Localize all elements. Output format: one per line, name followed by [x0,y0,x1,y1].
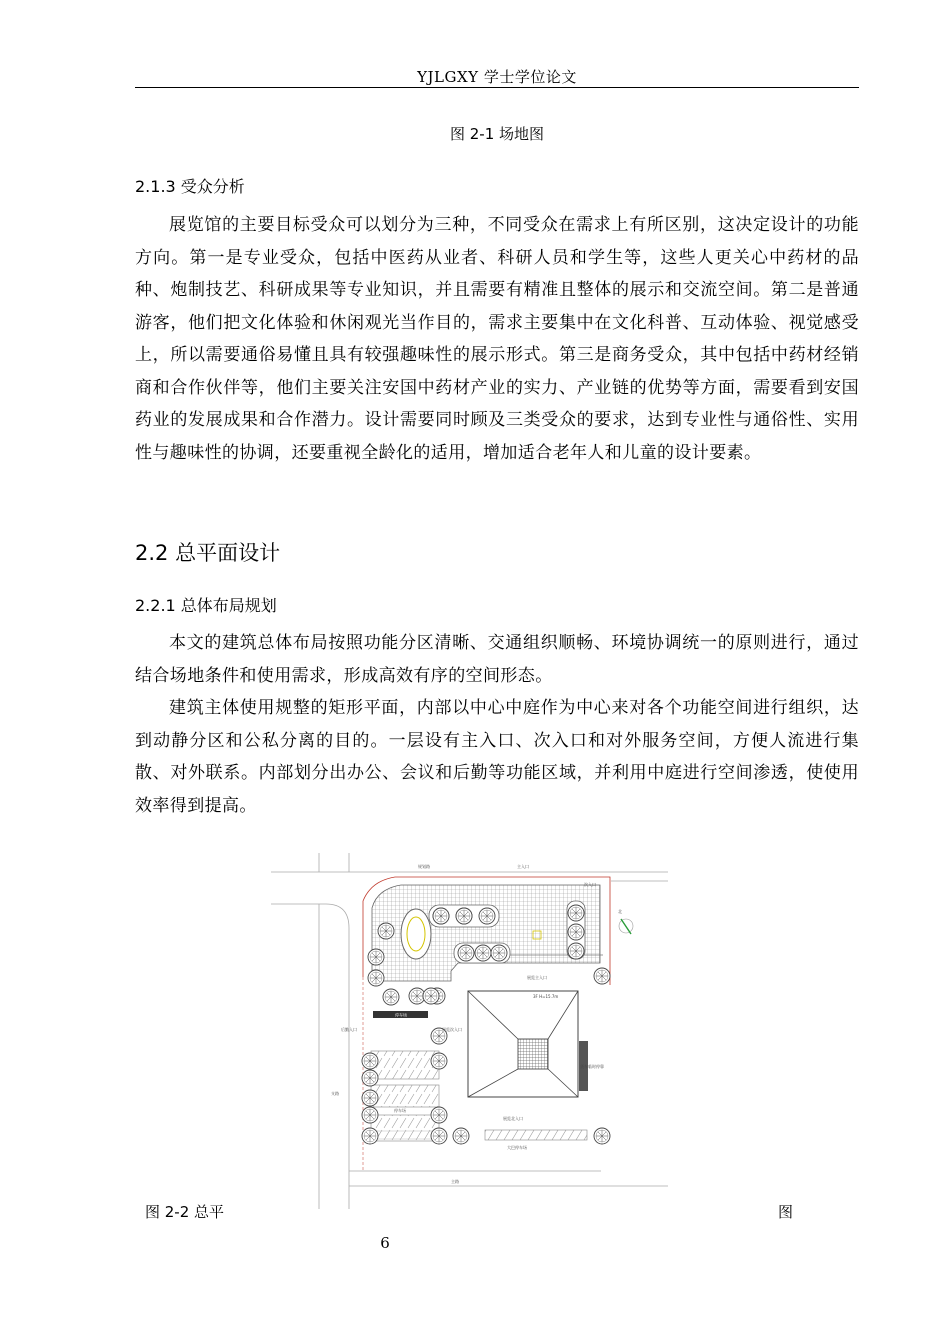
plan-label: 规划路 [418,864,430,869]
figure-caption: 图 2-1 场地图 [449,125,545,143]
figure-caption-continued: 图 [778,1203,794,1221]
chapter-section-heading: 2.2 总平面设计 [135,541,281,565]
page-number: 6 [380,1234,390,1252]
plan-label: 主入口 [517,864,529,869]
body-paragraph: 建筑主体使用规整的矩形平面，内部以中心中庭作为中心来对各个功能空间进行组织，达到动静分区和公私分离的目的。一层设有主入口、次入口和对外服务空间，方便人流进行集散、对外联系。内部划分出办公、会议和后勤等功能区域，并利用中庭进行空间渗透，使使用效率得到提高。 [135,698,859,816]
svg-text:停车场: 停车场 [395,1012,407,1018]
section-heading: 2.2.1 总体布局规划 [135,596,277,615]
body-paragraph: 展览馆的主要目标受众可以划分为三种，不同受众在需求上有所区别，这决定设计的功能方向。第一是专业受众，包括中医药从业者、科研人员和学生等，这些人更关心中药材的品种、炮制技艺、科研成果等专业知识，并且需要有精准且整体的展示和交流空间。第二是普通游客，他们把文化体验和休闲观光当作目的，需求主要集中在文化科普、互动体验、视觉感受上，所以需要通俗易懂且具有较强趣味性的展示形式。第三是商务受众，其中包括中药材经销商和合作伙伴等，他们主要关注安国中药材产业的实力、产业链的优势等方面，需要看到安国药业的发展成果和合作潜力。设计需要同时顾及三类受众的要求，达到专业性与通俗性、实用性与趣味性的协调，还要重视全龄化的适用，增加适合老年人和儿童的设计要素。 [135,215,859,463]
header-rule [135,87,859,88]
plan-label: 货车临时停靠 [580,1064,604,1069]
figure-caption: 图 2-2 总平 [145,1203,225,1221]
section-heading: 2.1.3 受众分析 [135,177,245,196]
plan-label: 次入口 [584,882,596,887]
main-building [468,991,578,1097]
running-header: YJLGXY 学士学位论文 [417,68,577,86]
svg-text:北: 北 [618,909,622,914]
plan-label: 停车场 [394,1108,406,1113]
plan-label: 主路 [451,1179,459,1184]
north-arrow-icon [618,908,633,934]
plan-label: 展览北入口 [503,1116,523,1121]
plan-label: 展览主入口 [527,975,547,980]
plan-label: 展览次入口 [442,1027,462,1032]
plan-label: 后勤入口 [341,1027,357,1032]
site-plan-figure [271,853,668,1209]
plan-label: 3F H=15.7m [533,994,559,999]
plan-label: 支路 [331,1091,339,1096]
body-paragraph: 本文的建筑总体布局按照功能分区清晰、交通组织顺畅、环境协调统一的原则进行，通过结合场地条件和使用需求，形成高效有序的空间形态。 [135,633,859,686]
plan-label: 大巴停车场 [507,1145,527,1150]
